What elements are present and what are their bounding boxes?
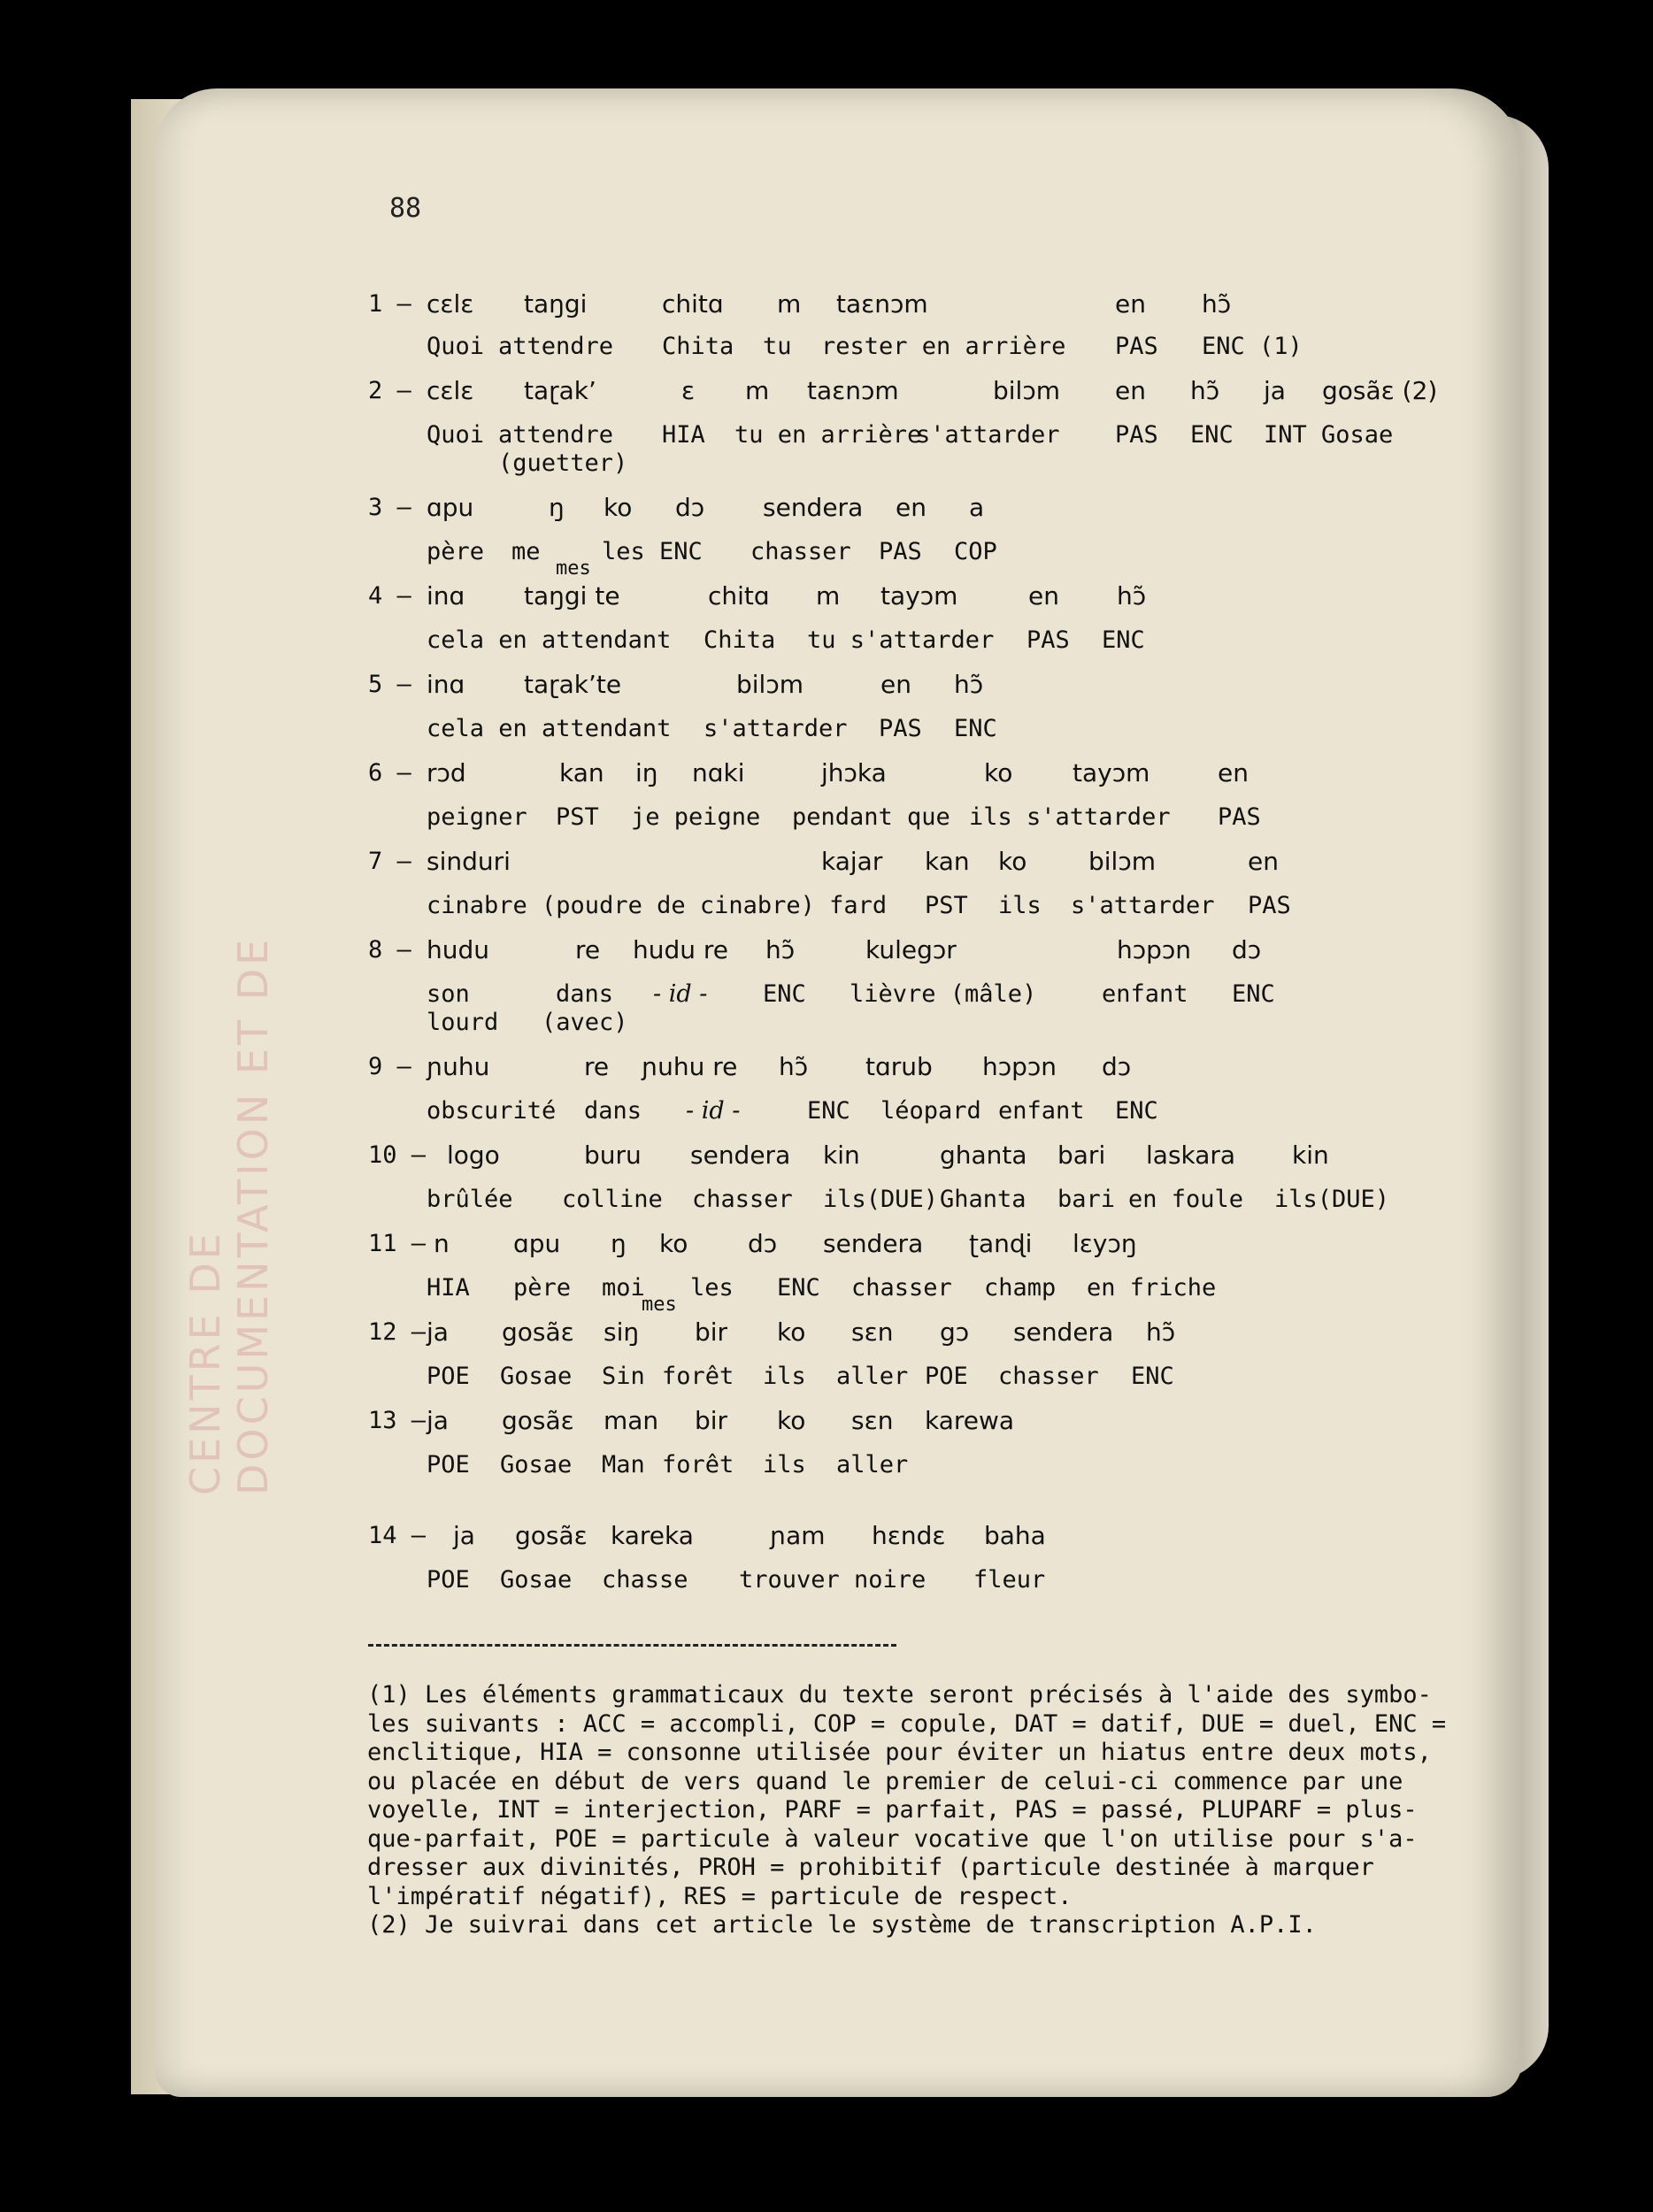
gloss-word: ENC xyxy=(777,1274,820,1302)
phonetic-word: siŋ xyxy=(604,1317,640,1347)
phonetic-word: a xyxy=(969,493,985,522)
gloss-word: Chita xyxy=(662,333,734,360)
gloss-word: ENC xyxy=(1102,626,1145,654)
phonetic-word: sendera xyxy=(823,1229,924,1258)
phonetic-word: m xyxy=(745,376,770,405)
line-number: 14 – xyxy=(368,1522,427,1549)
gloss-word: enfant xyxy=(998,1097,1085,1125)
phonetic-word: bilɔm xyxy=(736,670,803,699)
phonetic-word: chitɑ xyxy=(708,581,770,611)
phonetic-word: hɔ̃ xyxy=(1117,581,1147,611)
phonetic-word: nɑki xyxy=(692,758,745,787)
phonetic-word: kin xyxy=(1292,1141,1329,1170)
gloss-word: brûlée xyxy=(427,1186,513,1213)
gloss-word: léopard xyxy=(880,1097,981,1125)
phonetic-word: bilɔm xyxy=(1088,847,1156,876)
gloss-word: HIA xyxy=(662,421,705,449)
phonetic-word: iŋ xyxy=(635,758,658,787)
phonetic-word: sεn xyxy=(851,1317,894,1347)
line-number: 10 – xyxy=(368,1141,427,1169)
footnotes xyxy=(367,1681,1457,1940)
gloss-word: - id - xyxy=(653,980,708,1008)
phonetic-word: bir xyxy=(695,1406,728,1435)
phonetic-word: en xyxy=(1115,289,1146,319)
gloss-word: chasser xyxy=(692,1186,793,1213)
phonetic-word: lεyɔŋ xyxy=(1073,1229,1137,1258)
gloss-word: Sin xyxy=(602,1363,645,1390)
phonetic-word: en xyxy=(1218,758,1249,787)
footnote-line: voyelle, INT = interjection, PARF = parfait, PAS = passé, PLUPARF = plus- xyxy=(367,1796,1418,1824)
gloss-word: trouver xyxy=(739,1566,840,1594)
phonetic-word: taɽak’te xyxy=(524,670,622,699)
phonetic-word: ɲuhu xyxy=(427,1052,490,1081)
gloss-word: noire xyxy=(854,1566,926,1594)
phonetic-word: cεlε xyxy=(427,289,474,319)
gloss-word: s'attarder xyxy=(916,421,1060,449)
gloss-word: cinabre (poudre de cinabre) fard xyxy=(427,892,888,919)
phonetic-word: tayɔm xyxy=(880,581,958,611)
phonetic-word: gosãε xyxy=(515,1521,588,1550)
phonetic-word: chitɑ xyxy=(662,289,724,319)
phonetic-word: taŋgi te xyxy=(524,581,620,611)
phonetic-word: re xyxy=(584,1052,610,1081)
phonetic-word: bir xyxy=(695,1317,728,1347)
phonetic-word: hɔ̃ xyxy=(765,935,796,964)
gloss-word: ils xyxy=(998,892,1042,919)
phonetic-word: en xyxy=(1248,847,1279,876)
gloss-word: ENC (1) xyxy=(1202,333,1303,360)
gloss-subscript: mes xyxy=(642,1294,677,1316)
phonetic-word: buru xyxy=(584,1141,642,1170)
footnote-line: l'impératif négatif), RES = particule de respect. xyxy=(367,1882,1073,1910)
phonetic-word: dɔ xyxy=(748,1229,778,1258)
phonetic-word: en xyxy=(1028,581,1059,611)
phonetic-word: bilɔm xyxy=(993,376,1060,405)
phonetic-word: hɔpɔn xyxy=(1117,935,1192,964)
gloss-word: lourd xyxy=(427,1009,499,1036)
gloss-word: s'attarder xyxy=(1071,892,1215,919)
gloss-word: ENC xyxy=(1232,980,1275,1008)
gloss-word: ENC xyxy=(807,1097,850,1125)
phonetic-word: dɔ xyxy=(1102,1052,1132,1081)
gloss-word: tu xyxy=(763,333,792,360)
phonetic-word: inɑ xyxy=(427,670,465,699)
phonetic-word: ja xyxy=(1264,376,1286,405)
gloss-word: ENC xyxy=(954,715,997,742)
gloss-word: s'attarder xyxy=(703,715,848,742)
phonetic-word: hεndε xyxy=(872,1521,946,1550)
phonetic-word: gosãε (2) xyxy=(1322,376,1438,405)
line-number: 8 – xyxy=(368,936,411,964)
gloss-word: PAS xyxy=(1248,892,1291,919)
phonetic-word: gosãε xyxy=(502,1317,574,1347)
phonetic-word: ko xyxy=(777,1317,806,1347)
phonetic-word: inɑ xyxy=(427,581,465,611)
gloss-word: champ xyxy=(984,1274,1057,1302)
gloss-word: ils(DUE) xyxy=(823,1186,939,1213)
gloss-word: fleur xyxy=(973,1566,1046,1594)
phonetic-word: ɲam xyxy=(770,1521,826,1550)
gloss-word: père xyxy=(427,538,485,565)
phonetic-word: hudu re xyxy=(633,935,729,964)
phonetic-word: ghanta xyxy=(940,1141,1027,1170)
gloss-word: enfant xyxy=(1102,980,1188,1008)
library-stamp: CENTRE DE DOCUMENTATION ET DE xyxy=(181,935,277,1495)
gloss-word: Gosae xyxy=(500,1566,573,1594)
gloss-word: (avec) xyxy=(542,1009,628,1036)
phonetic-word: kajar xyxy=(821,847,883,876)
gloss-word: PAS xyxy=(1115,421,1158,449)
gloss-word: aller xyxy=(836,1363,909,1390)
phonetic-word: hɔ̃ xyxy=(1190,376,1220,405)
gloss-word: chasser xyxy=(750,538,851,565)
gloss-word: son xyxy=(427,980,470,1008)
gloss-word: POE xyxy=(427,1451,470,1479)
phonetic-word: man xyxy=(604,1406,659,1435)
gloss-word: dans xyxy=(584,1097,642,1125)
gloss-word: POE xyxy=(427,1566,470,1594)
phonetic-word: rɔd xyxy=(427,758,466,787)
phonetic-word: en xyxy=(1115,376,1146,405)
gloss-word: Ghanta xyxy=(940,1186,1026,1213)
gloss-word: PAS xyxy=(879,715,922,742)
gloss-word: (guetter) xyxy=(498,449,628,477)
gloss-word: rester en arrière xyxy=(821,333,1066,360)
footnote-line: que-parfait, POE = particule à valeur vocative que l'on utilise pour s'a- xyxy=(367,1824,1418,1853)
phonetic-word: ŋ xyxy=(611,1229,627,1258)
phonetic-word: baha xyxy=(984,1521,1046,1550)
phonetic-word: kareka xyxy=(611,1521,694,1550)
phonetic-word: sinduri xyxy=(427,847,511,876)
footnote-line: dresser aux divinités, PROH = prohibitif (particule destinée à marquer xyxy=(367,1854,1374,1881)
line-number: 1 – xyxy=(368,290,411,318)
footnote-line: (1) Les éléments grammaticaux du texte seront précisés à l'aide des symbo- xyxy=(367,1681,1432,1709)
gloss-word: aller xyxy=(836,1451,909,1479)
gloss-word: forêt xyxy=(662,1451,734,1479)
phonetic-word: ko xyxy=(659,1229,688,1258)
line-number: 3 – xyxy=(368,494,411,521)
gloss-word: bari xyxy=(1057,1186,1116,1213)
gloss-word: Quoi xyxy=(427,333,485,360)
gloss-word: colline xyxy=(562,1186,663,1213)
gloss-word: ENC xyxy=(763,980,806,1008)
gloss-word: chasser xyxy=(851,1274,952,1302)
phonetic-word: jhɔka xyxy=(821,758,887,787)
gloss-word: peigner xyxy=(427,803,527,831)
gloss-word: cela en attendant xyxy=(427,715,672,742)
gloss-word: forêt xyxy=(662,1363,734,1390)
gloss-word: Quoi xyxy=(427,421,485,449)
phonetic-word: sendera xyxy=(763,493,864,522)
gloss-word: tu s'attarder xyxy=(807,626,995,654)
gloss-word: ENC xyxy=(1115,1097,1158,1125)
phonetic-word: dɔ xyxy=(675,493,705,522)
phonetic-word: logo xyxy=(447,1141,500,1170)
gloss-word: obscurité xyxy=(427,1097,557,1125)
gloss-word: cela en attendant xyxy=(427,626,672,654)
phonetic-word: ja xyxy=(427,1406,449,1435)
gloss-word: dans xyxy=(556,980,614,1008)
gloss-word: attendre xyxy=(498,333,614,360)
phonetic-word: ʈanɖi xyxy=(969,1229,1033,1258)
phonetic-word: hɔ̃ xyxy=(1202,289,1232,319)
line-number: 9 – xyxy=(368,1053,411,1080)
gloss-word: PAS xyxy=(879,538,922,565)
phonetic-word: ɑpu xyxy=(513,1229,561,1258)
line-number: 7 – xyxy=(368,848,411,875)
gloss-word: ENC xyxy=(1131,1363,1174,1390)
footnote-line: enclitique, HIA = consonne utilisée pour éviter un hiatus entre deux mots, xyxy=(367,1739,1432,1766)
phonetic-word: tayɔm xyxy=(1073,758,1150,787)
line-number: 11 – xyxy=(368,1230,427,1257)
phonetic-word: hɔ̃ xyxy=(1146,1317,1176,1347)
gloss-subscript: mes xyxy=(556,557,591,580)
phonetic-word: taεnɔm xyxy=(807,376,899,405)
phonetic-word: m xyxy=(777,289,802,319)
phonetic-word: laskara xyxy=(1146,1141,1236,1170)
phonetic-word: tɑrub xyxy=(865,1052,933,1081)
phonetic-word: karewa xyxy=(925,1406,1015,1435)
gloss-word: HIA xyxy=(427,1274,470,1302)
line-number: 4 – xyxy=(368,582,411,610)
gloss-word: en friche xyxy=(1087,1274,1217,1302)
gloss-word: POE xyxy=(925,1363,968,1390)
phonetic-word: n xyxy=(434,1229,450,1258)
gloss-word: ils xyxy=(763,1363,806,1390)
phonetic-word: m xyxy=(816,581,841,611)
gloss-word: tu en arrière xyxy=(734,421,922,449)
phonetic-word: ɲuhu re xyxy=(642,1052,738,1081)
line-number: 2 – xyxy=(368,377,411,404)
gloss-word: PAS xyxy=(1218,803,1261,831)
gloss-word: lièvre (mâle) xyxy=(850,980,1037,1008)
phonetic-word: cεlε xyxy=(427,376,474,405)
gloss-word: - id - xyxy=(686,1097,741,1125)
phonetic-word: hudu xyxy=(427,935,490,964)
line-number: 6 – xyxy=(368,759,411,787)
phonetic-word: ko xyxy=(604,493,633,522)
gloss-word: me xyxy=(511,538,541,565)
gloss-word: PST xyxy=(556,803,599,831)
gloss-word: en foule xyxy=(1128,1186,1244,1213)
phonetic-word: ko xyxy=(984,758,1013,787)
phonetic-word: kulegɔr xyxy=(865,935,957,964)
gloss-word: PAS xyxy=(1026,626,1070,654)
phonetic-word: hɔ̃ xyxy=(954,670,984,699)
phonetic-word: hɔpɔn xyxy=(982,1052,1057,1081)
phonetic-word: sendera xyxy=(1013,1317,1114,1347)
phonetic-word: re xyxy=(575,935,601,964)
phonetic-word: gosãε xyxy=(502,1406,574,1435)
gloss-word: PAS xyxy=(1115,333,1158,360)
phonetic-word: ε xyxy=(681,376,696,405)
gloss-word: je peigne xyxy=(631,803,761,831)
gloss-word: moi xyxy=(602,1274,645,1302)
gloss-word: POE xyxy=(427,1363,470,1390)
gloss-word: les ENC xyxy=(602,538,703,565)
gloss-word: ils(DUE) xyxy=(1274,1186,1390,1213)
gloss-word: pendant que xyxy=(792,803,950,831)
line-number: 12 – xyxy=(368,1318,427,1346)
phonetic-word: gɔ xyxy=(940,1317,970,1347)
gloss-word: chasser xyxy=(998,1363,1099,1390)
page-number: 88 xyxy=(389,193,422,224)
gloss-word: Chita xyxy=(703,626,776,654)
gloss-word: Man xyxy=(602,1451,645,1479)
phonetic-word: taεnɔm xyxy=(836,289,928,319)
phonetic-word: dɔ xyxy=(1232,935,1262,964)
phonetic-word: ɑpu xyxy=(427,493,474,522)
phonetic-word: kan xyxy=(925,847,970,876)
phonetic-word: ja xyxy=(427,1317,449,1347)
gloss-word: Gosae xyxy=(500,1451,573,1479)
phonetic-word: ŋ xyxy=(549,493,565,522)
gloss-word: Gosae xyxy=(500,1363,573,1390)
phonetic-word: ja xyxy=(453,1521,475,1550)
gloss-word: PST xyxy=(925,892,968,919)
gloss-word: INT Gosae xyxy=(1264,421,1394,449)
footnote-line: les suivants : ACC = accompli, COP = copule, DAT = datif, DUE = duel, ENC = xyxy=(367,1709,1447,1738)
phonetic-word: en xyxy=(896,493,926,522)
phonetic-word: taŋgi xyxy=(524,289,588,319)
phonetic-word: ko xyxy=(777,1406,806,1435)
gloss-word: ils xyxy=(763,1451,806,1479)
phonetic-word: kan xyxy=(559,758,604,787)
gloss-word: ENC xyxy=(1190,421,1234,449)
gloss-word: attendre xyxy=(498,421,614,449)
phonetic-word: kin xyxy=(823,1141,860,1170)
footnote-line: ou placée en début de vers quand le premier de celui-ci commence par une xyxy=(367,1767,1403,1795)
line-number: 13 – xyxy=(368,1407,427,1434)
phonetic-word: ko xyxy=(998,847,1027,876)
gloss-word: ils s'attarder xyxy=(969,803,1171,831)
gloss-word: COP xyxy=(954,538,997,565)
phonetic-word: bari xyxy=(1057,1141,1106,1170)
gloss-word: les xyxy=(690,1274,734,1302)
phonetic-word: sendera xyxy=(690,1141,791,1170)
gloss-word: chasse xyxy=(602,1566,688,1594)
gloss-word: père xyxy=(513,1274,572,1302)
footnote-line: (2) Je suivrai dans cet article le système de transcription A.P.I. xyxy=(367,1911,1317,1939)
phonetic-word: en xyxy=(880,670,911,699)
phonetic-word: sεn xyxy=(851,1406,894,1435)
line-number: 5 – xyxy=(368,671,411,698)
footnote-separator xyxy=(368,1644,896,1647)
phonetic-word: hɔ̃ xyxy=(779,1052,809,1081)
phonetic-word: taɽak’ xyxy=(524,376,596,405)
